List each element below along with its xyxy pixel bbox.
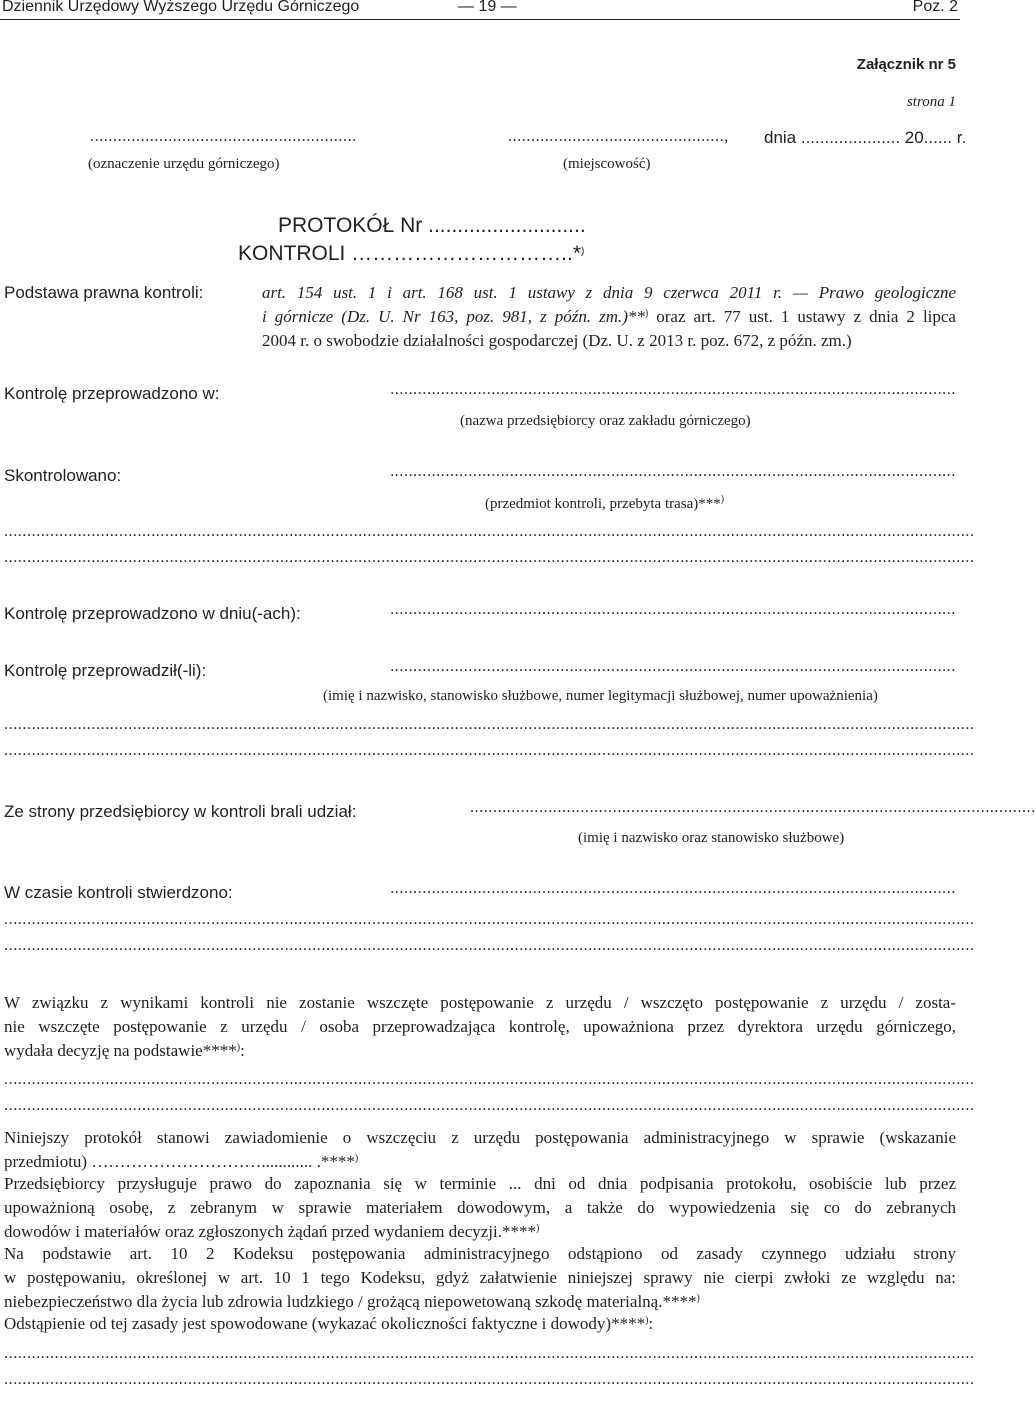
decision-line-1: W związku z wynikami kontroli nie zostanie wszczęte postępowanie z urzędu / wszczęto postępowanie z urzędu / zosta- — [4, 993, 956, 1012]
waiver-line-2: w postępowaniu, określonej w art. 10 1 tego Kodeksu, gdyż załatwienie niniejszej sprawy nie cierpi zwłoki ze względu na: — [4, 1268, 956, 1287]
inspection-place-caption: (nazwa przedsiębiorcy oraz zakładu górniczego) — [460, 413, 751, 429]
legal-basis-label: Podstawa prawna kontroli: — [4, 283, 204, 302]
running-header — [0, 0, 960, 18]
office-field[interactable]: .......................................................... — [90, 128, 357, 145]
findings-label: W czasie kontroli stwierdzono: — [4, 883, 233, 902]
participants-field[interactable]: ........................................................................................................................... — [470, 799, 1036, 816]
waiver-extra-line-2[interactable]: ................................................................................................................................................................................................................... — [4, 1371, 975, 1388]
inspectors-caption: (imię i nazwisko, stanowisko służbowe, numer legitymacji służbowej, numer upoważnienia) — [323, 688, 878, 704]
journal-title: Dziennik Urzędowy Wyższego Urzędu Górniczego — [2, 0, 360, 15]
inspected-caption: (przedmiot kontroli, przebyta trasa)***) — [485, 494, 725, 512]
inspected-label: Skontrolowano: — [4, 466, 122, 485]
decision-line-2: nie wszczęte postępowanie z urzędu / osoba przeprowadzająca kontrolę, upoważniona przez dyrektora urzędu górniczego, — [4, 1017, 956, 1036]
inspectors-extra-line-1[interactable]: ................................................................................................................................................................................................................... — [4, 716, 975, 733]
findings-extra-line-1[interactable]: ................................................................................................................................................................................................................... — [4, 911, 975, 928]
date-field[interactable]: dnia ..................... 20...... r. — [764, 128, 967, 147]
position-number: Poz. 2 — [912, 0, 958, 15]
waiver-extra-line-1[interactable]: ................................................................................................................................................................................................................... — [4, 1345, 975, 1362]
page-label: strona 1 — [906, 94, 956, 110]
legal-basis-line-1: art. 154 ust. 1 i art. 168 ust. 1 ustawy z dnia 9 czerwca 2011 r. — Prawo geologiczne — [262, 283, 956, 302]
place-caption: (miejscowość) — [563, 156, 651, 172]
legal-basis-line-3: 2004 r. o swobodzie działalności gospodarczej (Dz. U. z 2013 r. poz. 672, z późn. zm.) — [262, 331, 852, 350]
inspected-field[interactable]: ........................................................................................................................... — [390, 463, 956, 480]
header-rule — [0, 19, 960, 20]
inspection-title: KONTROLI …………………………..*) — [238, 242, 585, 265]
decision-line-3: wydała decyzję na podstawie****): — [4, 1041, 245, 1060]
findings-extra-line-2[interactable]: ................................................................................................................................................................................................................... — [4, 937, 975, 954]
rights-line-2: upoważnioną osobę, z zebranym w sprawie materiałem dowodowym, a także do wypowiedzenia się co do zebranych — [4, 1198, 956, 1217]
findings-field[interactable]: ........................................................................................................................... — [390, 880, 956, 897]
inspectors-label: Kontrolę przeprowadził(-li): — [4, 661, 207, 680]
notice-line-1: Niniejszy protokół stanowi zawiadomienie o wszczęciu z urzędu postępowania administracyjnego w sprawie (wskazanie — [4, 1128, 956, 1147]
legal-basis-line-2: i górnicze (Dz. U. Nr 163, poz. 981, z późn. zm.)**) oraz art. 77 ust. 1 ustawy z dnia 2 lipca — [262, 307, 956, 326]
decision-extra-line-1[interactable]: ................................................................................................................................................................................................................... — [4, 1071, 975, 1088]
inspected-extra-line-2[interactable]: ................................................................................................................................................................................................................... — [4, 549, 975, 566]
inspection-place-label: Kontrolę przeprowadzono w: — [4, 384, 220, 403]
inspectors-extra-line-2[interactable]: ................................................................................................................................................................................................................... — [4, 742, 975, 759]
inspected-extra-line-1[interactable]: ................................................................................................................................................................................................................... — [4, 523, 975, 540]
participants-caption: (imię i nazwisko oraz stanowisko służbowe) — [578, 830, 845, 846]
waiver-line-4: Odstąpienie od tej zasady jest spowodowane (wykazać okoliczności faktyczne i dowody)****): — [4, 1314, 654, 1333]
office-caption: (oznaczenie urzędu górniczego) — [88, 156, 280, 172]
place-field[interactable]: ..............................................., — [508, 128, 729, 145]
rights-line-3: dowodów i materiałów oraz zgłoszonych żądań przed wydaniem decyzji.****) — [4, 1222, 540, 1241]
attachment-label: Załącznik nr 5 — [856, 56, 956, 73]
page-number: — 19 — — [458, 0, 517, 15]
waiver-line-3: niebezpieczeństwo dla życia lub zdrowia ludzkiego / grożącą niepowetowaną szkodę materialną.****) — [4, 1292, 700, 1311]
protocol-title: PROTOKÓŁ Nr ........................... — [278, 214, 586, 237]
days-label: Kontrolę przeprowadzono w dniu(-ach): — [4, 604, 301, 623]
inspectors-field[interactable]: ........................................................................................................................... — [390, 658, 956, 675]
inspection-place-field[interactable]: ........................................................................................................................... — [390, 381, 956, 398]
decision-extra-line-2[interactable]: ................................................................................................................................................................................................................... — [4, 1097, 975, 1114]
days-field[interactable]: ........................................................................................................................... — [390, 601, 956, 618]
rights-line-1: Przedsiębiorcy przysługuje prawo do zapoznania się w terminie ... dni od dnia podpisania protokołu, osobiście lub przez — [4, 1174, 956, 1193]
participants-label: Ze strony przedsiębiorcy w kontroli brali udział: — [4, 802, 357, 821]
waiver-line-1: Na podstawie art. 10 2 Kodeksu postępowania administracyjnego odstąpiono od zasady czynnego udziału strony — [4, 1244, 956, 1263]
notice-line-2: przedmiotu) …………………………............ .****) — [4, 1152, 359, 1171]
